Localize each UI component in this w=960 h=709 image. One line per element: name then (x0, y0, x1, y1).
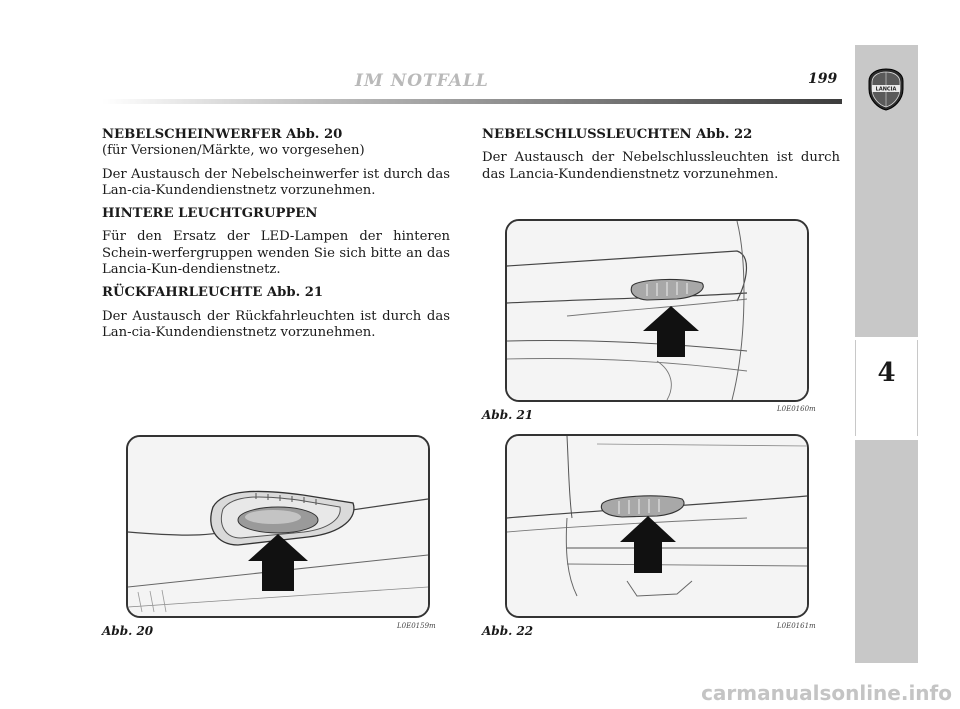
section-body-rear-fog-lights: Der Austausch der Nebelschlussleuchten ist durch das Lancia-Kundendienstnetz vorzunehmen. (482, 150, 840, 182)
sidebar-chapter-tab[interactable] (855, 340, 918, 436)
figure-21-caption: Abb. 21 (482, 408, 534, 422)
right-column (482, 127, 840, 183)
figure-21-illustration (505, 219, 809, 402)
logo-text: LANCIA (875, 86, 897, 93)
figure-21-code: L0E0160m (777, 405, 816, 413)
chapter-sidebar (855, 45, 918, 663)
section-body-fog-lights: Der Austausch der Nebelscheinwerfer ist durch das Lan-cia-Kundendienstnetz vorzunehmen. (102, 166, 450, 198)
section-title-reversing-light: RÜCKFAHRLEUCHTE Abb. 21 (102, 285, 324, 301)
chapter-number: 4 (877, 358, 896, 388)
section-title-rear-light-clusters: HINTERE LEUCHTGRUPPEN (102, 206, 318, 222)
lancia-logo-icon (866, 67, 906, 111)
header-title: IM NOTFALL (355, 71, 489, 91)
figure-22-code: L0E0161m (777, 622, 816, 630)
figure-22-caption: Abb. 22 (482, 624, 534, 638)
figure-20-code: L0E0159m (397, 622, 436, 630)
left-column (102, 127, 450, 341)
section-body-rear-light-clusters: Für den Ersatz der LED-Lampen der hinteren Schein-werfergruppen wenden Sie sich bitte an das Lancia-Kun-dendienstnetz. (102, 229, 450, 278)
watermark: carmanualsonline.info (701, 681, 952, 705)
figure-20-illustration (126, 435, 430, 618)
page-number: 199 (808, 71, 838, 87)
figure-22-illustration (505, 434, 809, 618)
section-title-rear-fog-lights: NEBELSCHLUSSLEUCHTEN Abb. 22 (482, 127, 753, 142)
section-body-reversing-light: Der Austausch der Rückfahrleuchten ist durch das Lan-cia-Kundendienstnetz vorzunehmen. (102, 308, 450, 340)
section-subtitle-fog-lights: (für Versionen/Märkte, wo vorgesehen) (102, 143, 365, 159)
figure-20-caption: Abb. 20 (102, 624, 154, 638)
section-title-fog-lights: NEBELSCHEINWERFER Abb. 20 (102, 127, 343, 142)
header-rule (102, 99, 842, 104)
sidebar-bottom-block (855, 440, 918, 663)
